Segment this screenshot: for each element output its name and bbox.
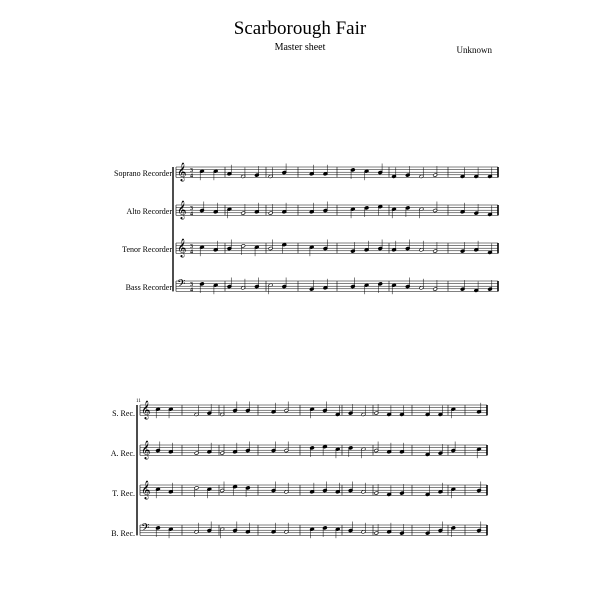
time-signature-bottom: 4 xyxy=(190,249,193,256)
barlines xyxy=(137,167,498,535)
staff-label-tenor: Tenor Recorder xyxy=(122,245,172,254)
staff-label-bass: Bass Recorder xyxy=(125,283,172,292)
time-signature-bottom: 4 xyxy=(190,287,193,294)
treble-clef: 𝄞 xyxy=(141,400,151,419)
time-signature-top: 3 xyxy=(190,244,193,250)
score-title: Scarborough Fair xyxy=(233,18,367,39)
measure-number: 11 xyxy=(136,399,141,404)
staff-label-b-rec: B. Rec. xyxy=(111,529,135,538)
time-signature-bottom: 4 xyxy=(190,173,193,180)
treble-clef: 𝄞 xyxy=(177,238,187,257)
score-subtitle: Master sheet xyxy=(274,42,326,53)
staff-label-t-rec: T. Rec. xyxy=(112,489,135,498)
bass-clef: 𝄢 xyxy=(141,522,150,537)
staff-label-a-rec: A. Rec. xyxy=(110,449,135,458)
time-signature-top: 3 xyxy=(190,282,193,288)
staff-lines xyxy=(140,167,498,535)
time-signature-top: 3 xyxy=(190,206,193,212)
treble-clef: 𝄞 xyxy=(177,200,187,219)
time-signature-bottom: 4 xyxy=(190,211,193,218)
composer-name: Unknown xyxy=(456,45,492,55)
time-signature-top: 3 xyxy=(190,168,193,174)
clefs-and-signatures xyxy=(141,162,193,537)
staff-label-soprano: Soprano Recorder xyxy=(114,169,172,178)
staff-label-s-rec: S. Rec. xyxy=(112,409,135,418)
treble-clef: 𝄞 xyxy=(141,440,151,459)
treble-clef: 𝄞 xyxy=(177,162,187,181)
notes xyxy=(156,164,493,539)
staff-label-alto: Alto Recorder xyxy=(126,207,172,216)
bass-clef: 𝄢 xyxy=(177,278,186,293)
treble-clef: 𝄞 xyxy=(141,480,151,499)
